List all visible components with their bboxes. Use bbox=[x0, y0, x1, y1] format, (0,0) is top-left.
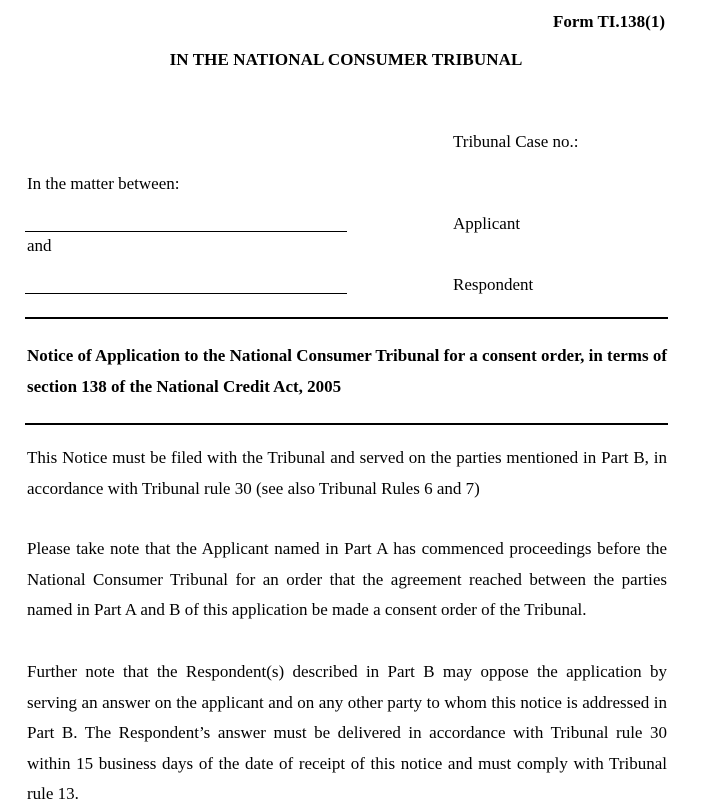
applicant-name-line bbox=[25, 231, 347, 232]
respondent-name-line bbox=[25, 293, 347, 294]
respondent-label: Respondent bbox=[453, 275, 534, 294]
applicant-label: Applicant bbox=[453, 214, 521, 233]
top-divider bbox=[25, 317, 668, 319]
opposition-paragraph: Further note that the Respondent(s) described in Part B may oppose the application by serving an answer on the applicant and on any other party to whom this notice is addressed in Part B. The Respondent’s answer must be delivered in accordance with Tribunal rule 30 within 15 business days of the date of receipt of this notice and must comply with Tribunal rule 13. bbox=[27, 662, 667, 803]
proceedings-paragraph: Please take note that the Applicant named in Part A has commenced proceedings before the National Consumer Tribunal for an order that the agreement reached between the parties named in Part A and B of this application be made a consent order of the Tribunal. bbox=[27, 539, 667, 619]
tribunal-heading: IN THE NATIONAL CONSUMER TRIBUNAL bbox=[169, 50, 523, 69]
and-label: and bbox=[27, 236, 52, 255]
form-number: Form TI.138(1) bbox=[552, 12, 665, 31]
notice-title: Notice of Application to the National Consumer Tribunal for a consent order, in terms of section 138 of the National Credit Act, 2005 bbox=[27, 346, 667, 396]
case-number-label: Tribunal Case no.: bbox=[453, 132, 579, 151]
matter-label: In the matter between: bbox=[27, 174, 180, 193]
filing-instruction-paragraph: This Notice must be filed with the Tribunal and served on the parties mentioned in Part B, in accordance with Tribunal rule 30 (see also Tribunal Rules 6 and 7) bbox=[27, 448, 667, 498]
bottom-divider bbox=[25, 423, 668, 425]
